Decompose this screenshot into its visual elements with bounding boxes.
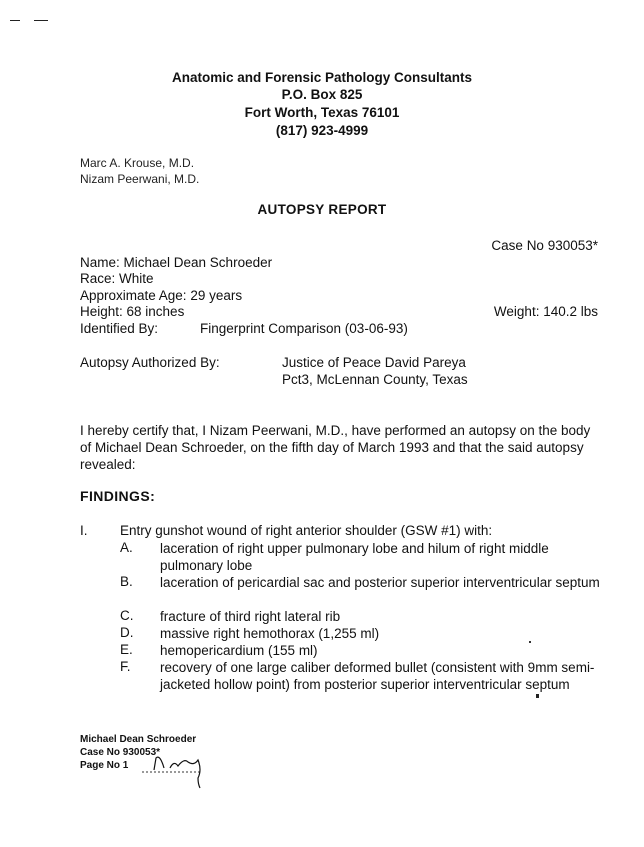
report-title: AUTOPSY REPORT — [257, 202, 387, 217]
list-item-text: massive right hemothorax (1,255 ml) — [160, 626, 380, 641]
list-item-letter: B. — [120, 574, 133, 589]
list-item-letter: C. — [120, 608, 134, 623]
findings-heading: FINDINGS: — [80, 488, 156, 504]
authorized-by-line1: Justice of Peace David Pareya — [282, 355, 466, 370]
authorized-by-label: Autopsy Authorized By: — [80, 355, 220, 370]
identified-by-value: Fingerprint Comparison (03-06-93) — [200, 321, 408, 336]
phone: (817) 923-4999 — [275, 123, 369, 138]
subject-age: Approximate Age: 29 years — [80, 288, 243, 303]
doctor-1: Marc A. Krouse, M.D. — [80, 156, 195, 170]
org-name: Anatomic and Forensic Pathology Consultants — [171, 70, 473, 85]
footer-name: Michael Dean Schroeder — [80, 734, 197, 745]
subject-height: Height: 68 inches — [80, 304, 185, 319]
footer-case: Case No 930053* — [80, 747, 161, 758]
city-line: Fort Worth, Texas 76101 — [244, 105, 400, 120]
list-item-text: laceration of right upper pulmonary lobe and hilum of right middle pulmonary lobe — [160, 541, 549, 573]
list-item-text: hemopericardium (155 ml) — [160, 643, 318, 658]
finding-numeral: I. — [80, 523, 88, 538]
list-item-text: laceration of pericardial sac and posterior superior interventricular septum — [160, 575, 600, 590]
po-box: P.O. Box 825 — [281, 87, 363, 102]
list-item-text: fracture of third right lateral rib — [160, 609, 341, 624]
case-number: Case No 930053* — [491, 238, 598, 253]
subject-weight: Weight: 140.2 lbs — [493, 304, 598, 319]
doctor-2: Nizam Peerwani, M.D. — [80, 172, 200, 186]
handwritten-initials — [140, 752, 210, 792]
subject-name: Name: Michael Dean Schroeder — [80, 255, 273, 270]
authorized-by-line2: Pct3, McLennan County, Texas — [282, 372, 468, 387]
list-item-letter: D. — [120, 625, 134, 640]
scan-speck — [529, 641, 531, 643]
scan-mark — [10, 20, 20, 21]
list-item-letter: A. — [120, 540, 133, 555]
footer-page: Page No 1 — [80, 760, 129, 771]
list-item-text: recovery of one large caliber deformed bullet (consistent with 9mm semi-jacketed hollow point) from posterior superior interventricular septum — [160, 660, 595, 692]
subject-race: Race: White — [80, 271, 154, 286]
certification-paragraph: I hereby certify that, I Nizam Peerwani, M.D., have performed an autopsy on the body of Michael Dean Schroeder, on the fifth day of March 1993 and that the said autopsy revealed: — [80, 423, 591, 472]
list-item-letter: F. — [120, 659, 131, 674]
identified-by-label: Identified By: — [80, 321, 159, 336]
list-item-letter: E. — [120, 642, 133, 657]
finding-text: Entry gunshot wound of right anterior shoulder (GSW #1) with: — [120, 523, 493, 538]
scan-mark — [34, 20, 48, 21]
scan-speck — [536, 694, 539, 698]
